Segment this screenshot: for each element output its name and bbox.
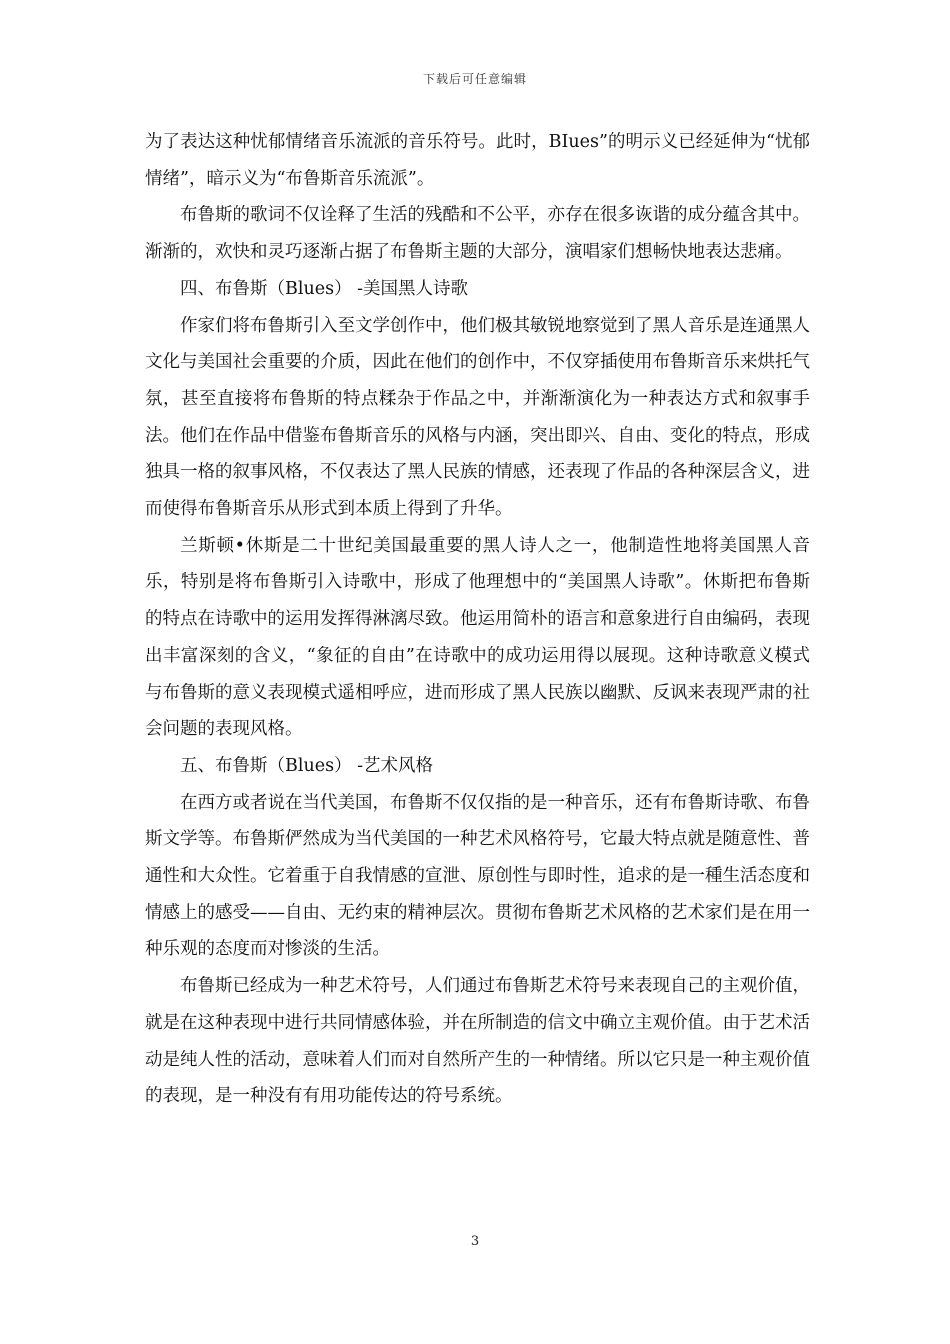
paragraph-continuation: 为了表达这种忧郁情绪音乐流派的音乐符号。此时，BIues”的明示义已经延伸为“忧郁情绪”，暗示义为“布鲁斯音乐流派”。 — [145, 132, 810, 189]
paragraph-writers: 作家们将布鲁斯引入至文学创作中，他们极其敏锐地察觉到了黑人音乐是连通黑人文化与美国社会重要的介质，因此在他们的创作中，不仅穿插使用布鲁斯音乐来烘托气氛，甚至直接将布鲁斯的特点糅杂于作品之中，并渐渐演化为一种表达方式和叙事手法。他们在作品中借鉴布鲁斯音乐的风格与内涵，突出即兴、自由、变化的特点，形成独具一格的叙事风格，不仅表达了黑人民族的情感，还表现了作品的各种深层含义，进而使得布鲁斯音乐从形式到本质上得到了升华。 — [145, 315, 810, 520]
page-number: 3 — [470, 1234, 480, 1249]
section-heading-5: 五、布鲁斯（Blues） -艺术风格 — [180, 755, 434, 776]
paragraph-hughes: 兰斯顿•休斯是二十世纪美国最重要的黑人诗人之一，他制造性地将美国黑人音乐，特别是将布鲁斯引入诗歌中，形成了他理想中的“美国黑人诗歌”。休斯把布鲁斯的特点在诗歌中的运用发挥得淋漓尽致。他运用简朴的语言和意象进行自由编码，表现出丰富深刻的含义，“象征的自由”在诗歌中的成功运用得以展现。这种诗歌意义模式与布鲁斯的意义表现模式遥相呼应，进而形成了黑人民族以幽默、反讽来表现严肃的社会问题的表现风格。 — [145, 535, 810, 740]
section-heading-4: 四、布鲁斯（Blues） -美国黑人诗歌 — [180, 278, 469, 299]
page-header: 下载后可任意编辑 — [422, 72, 527, 86]
paragraph-art-symbol: 布鲁斯已经成为一种艺术符号，人们通过布鲁斯艺术符号来表现自己的主观价值，就是在这种表现中进行共同情感体验，并在所制造的信文中确立主观价值。由于艺术活动是纯人性的活动，意味着人们而对自然所产生的一种情绪。所以它只是一种主观价值的表现，是一种没有有用功能传达的符号系统。 — [145, 976, 810, 1107]
body-text — [145, 124, 810, 1115]
paragraph-lyrics: 布鲁斯的歌词不仅诠释了生活的残酷和不公平，亦存在很多诙谐的成分蕴含其中。渐渐的，欢快和灵巧逐渐占据了布鲁斯主题的大部分，演唱家们想畅快地表达悲痛。 — [145, 205, 810, 263]
paragraph-art-style: 在西方或者说在当代美国，布鲁斯不仅仅指的是一种音乐，还有布鲁斯诗歌、布鲁斯文学等。布鲁斯俨然成为当代美国的一种艺术风格符号，它最大特点就是随意性、普通性和大众性。它着重于自我情感的宣泄、原创性与即时性，追求的是一種生活态度和情感上的感受——自由、无约束的精神层次。贯彻布鲁斯艺术风格的艺术家们是在用一种乐观的态度而对惨淡的生活。 — [145, 792, 810, 960]
